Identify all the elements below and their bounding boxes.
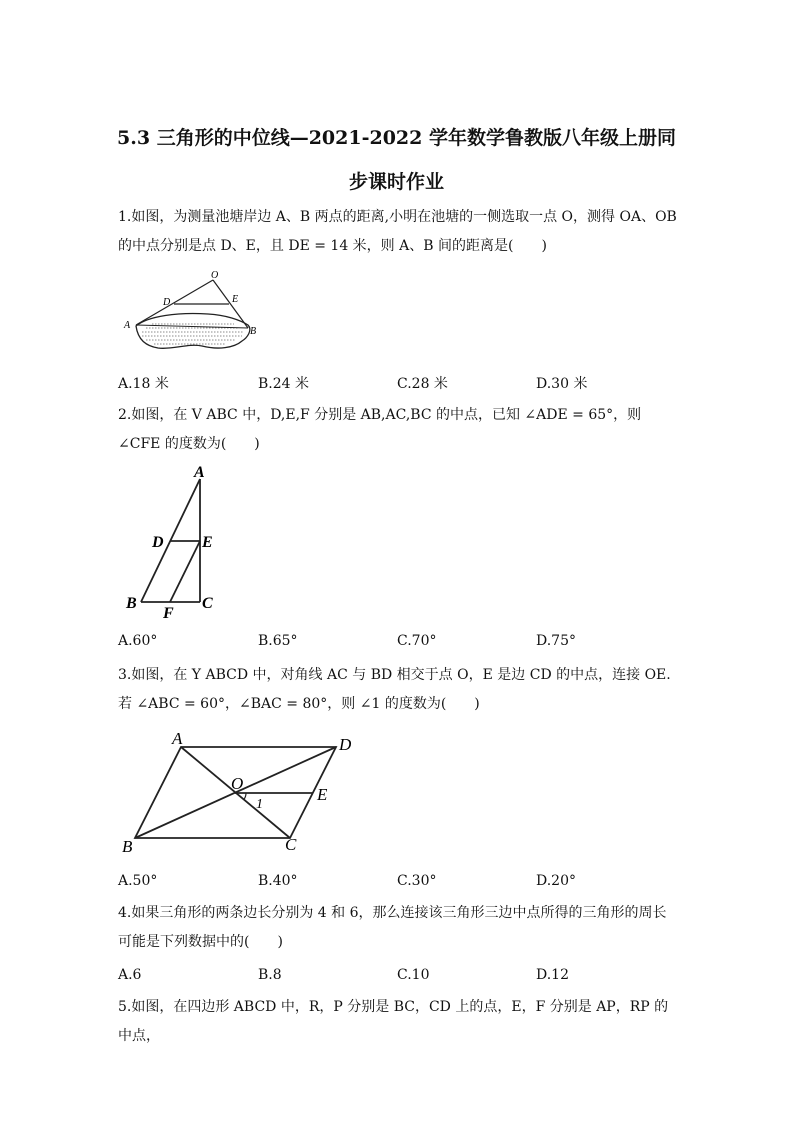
option-C[interactable]: C.30° xyxy=(397,873,437,889)
page-title-line-1: 5.3 三角形的中位线—2021-2022 学年数学鲁教版八年级上册同 xyxy=(117,127,676,149)
option-D[interactable]: D.30 米 xyxy=(536,376,588,392)
question-2-figure xyxy=(118,462,228,622)
label-angle-1: 1 xyxy=(256,797,263,812)
option-A[interactable]: A.6 xyxy=(118,967,142,983)
question-3-text: 3.如图，在 Y ABCD 中，对角线 AC 与 BD 相交于点 O，E 是边 CD 的中点，连接 OE.若 ∠ABC = 60°，∠BAC = 80°，则 ∠1 的度数为( ) xyxy=(118,667,671,712)
option-B[interactable]: B.24 米 xyxy=(258,376,310,392)
angle-1-arc xyxy=(244,793,247,800)
option-C[interactable]: C.10 xyxy=(397,967,430,983)
question-4-text: 4.如果三角形的两条边长分别为 4 和 6，那么连接该三角形三边中点所得的三角形的周长可能是下列数据中的( ) xyxy=(118,905,667,950)
label-A: A xyxy=(172,729,183,748)
label-A: A xyxy=(194,464,205,481)
question-5-text: 5.如图，在四边形 ABCD 中，R，P 分别是 BC，CD 上的点，E，F 分别是 AP，RP 的中点， xyxy=(118,999,669,1044)
option-C[interactable]: C.28 米 xyxy=(397,376,448,392)
label-O: O xyxy=(231,774,244,793)
label-B: B xyxy=(250,326,257,337)
label-E: E xyxy=(232,294,239,305)
label-C: C xyxy=(202,595,213,612)
option-A[interactable]: A.18 米 xyxy=(118,376,169,392)
page-title-line-2: 步课时作业 xyxy=(348,171,444,193)
label-O: O xyxy=(211,270,219,281)
label-C: C xyxy=(285,835,297,854)
question-1-text: 1.如图，为测量池塘岸边 A、B 两点的距离,小明在池塘的一侧选取一点 O，测得 OA、OB 的中点分别是点 D、E，且 DE = 14 米，则 A、B 间的距离是( ) xyxy=(118,209,677,254)
pond-outline xyxy=(136,314,250,349)
option-A[interactable]: A.60° xyxy=(118,633,158,649)
question-2-text: 2.如图，在 V ABC 中，D,E,F 分别是 AB,AC,BC 的中点，已知 ∠ADE = 65°，则 ∠CFE 的度数为( ) xyxy=(118,407,642,452)
label-E: E xyxy=(202,534,213,551)
option-B[interactable]: B.65° xyxy=(258,633,298,649)
option-C[interactable]: C.70° xyxy=(397,633,437,649)
option-B[interactable]: B.40° xyxy=(258,873,298,889)
question-3-figure xyxy=(118,727,368,862)
label-A: A xyxy=(124,320,131,331)
option-D[interactable]: D.20° xyxy=(536,873,576,889)
label-B: B xyxy=(126,595,137,612)
label-D: D xyxy=(163,297,171,308)
segment-EF xyxy=(170,541,200,602)
label-B: B xyxy=(122,837,133,856)
option-D[interactable]: D.12 xyxy=(536,967,569,983)
label-E: E xyxy=(317,785,328,804)
question-1-figure xyxy=(118,268,268,363)
option-B[interactable]: B.8 xyxy=(258,967,282,983)
label-F: F xyxy=(163,605,174,622)
label-D: D xyxy=(152,534,164,551)
option-A[interactable]: A.50° xyxy=(118,873,158,889)
option-D[interactable]: D.75° xyxy=(536,633,576,649)
label-D: D xyxy=(339,735,352,754)
